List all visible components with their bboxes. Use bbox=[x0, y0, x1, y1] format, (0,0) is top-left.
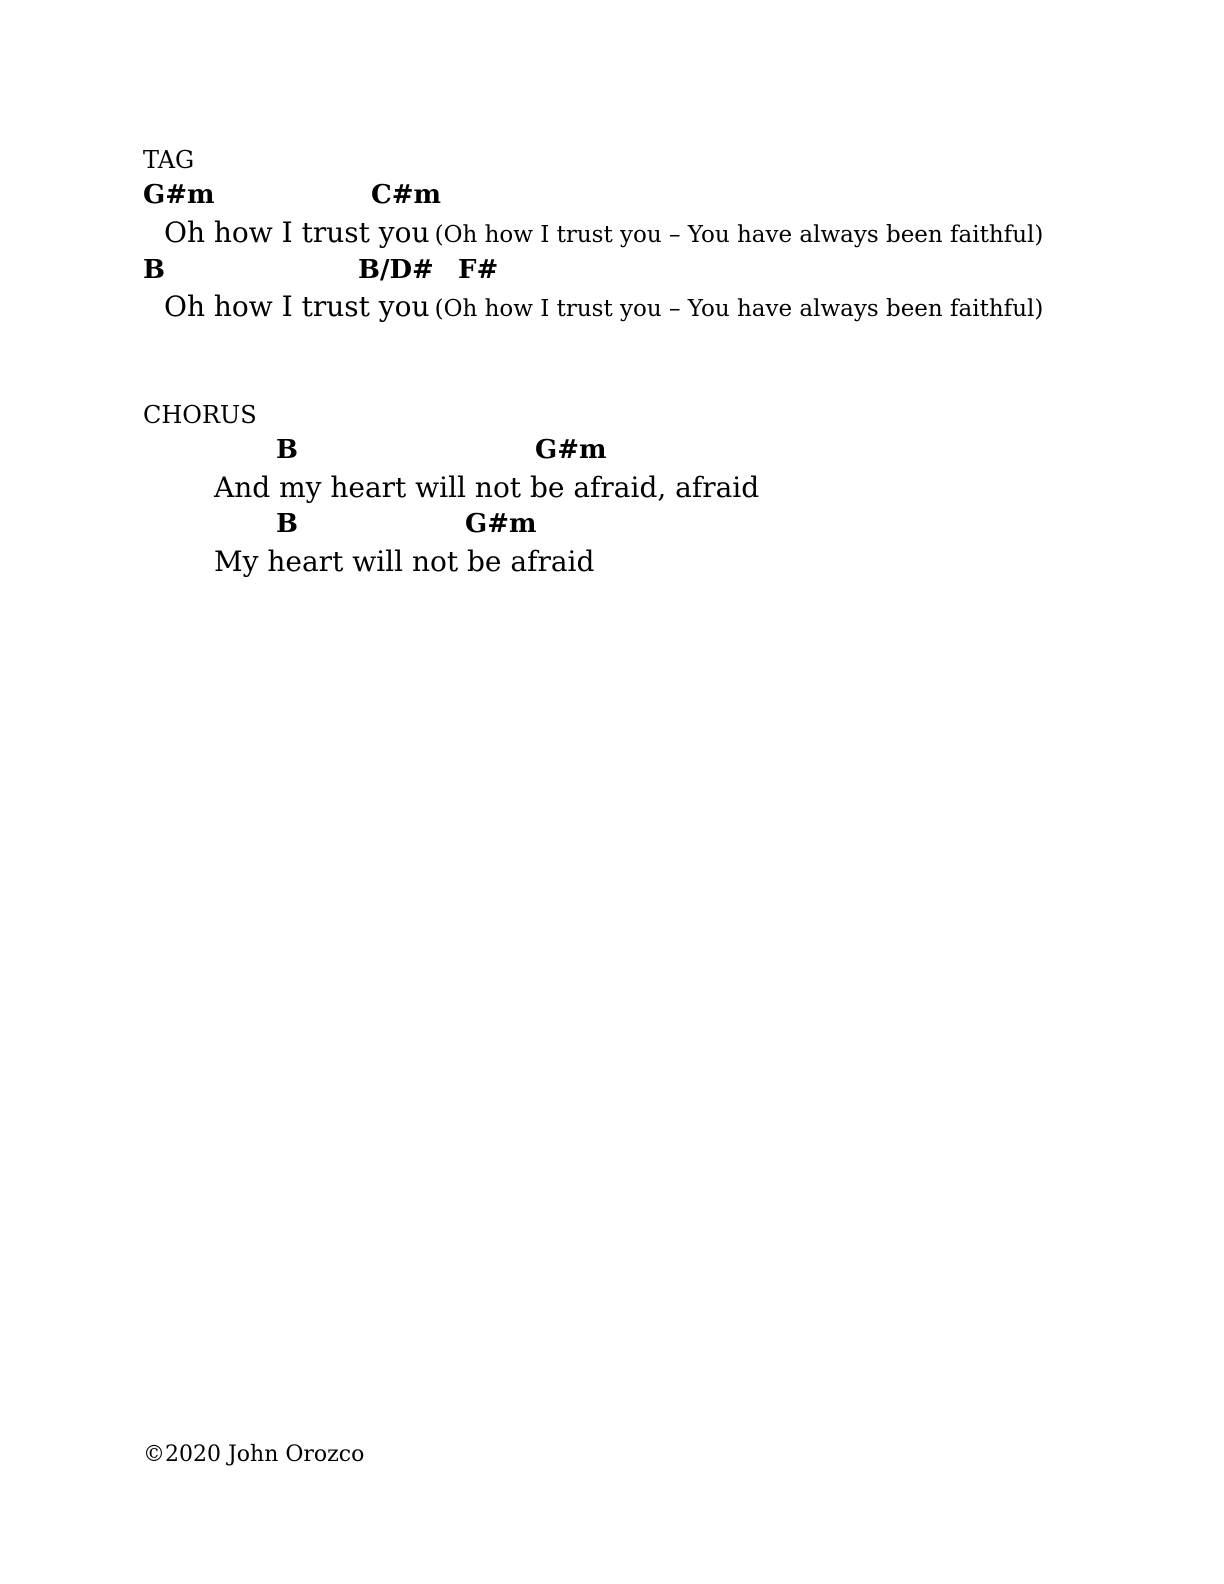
chord: G#m bbox=[143, 180, 215, 210]
lyric-text: Oh how I trust you bbox=[164, 290, 430, 323]
lyric-line bbox=[164, 290, 1044, 323]
lyric-response: (Oh how I trust you – You have always been faithful) bbox=[434, 296, 1044, 322]
copyright-footer: ©2020 John Orozco bbox=[143, 1442, 365, 1467]
chord: G#m bbox=[465, 509, 537, 539]
lyric-response: (Oh how I trust you – You have always been faithful) bbox=[434, 222, 1044, 248]
chord: B bbox=[276, 435, 298, 465]
section-label-tag: TAG bbox=[143, 146, 195, 174]
lyric-text: My heart will not be afraid bbox=[214, 545, 595, 578]
lyric-text: And my heart will not be afraid, afraid bbox=[214, 471, 760, 504]
lyric-line bbox=[164, 216, 1044, 249]
chord: B bbox=[143, 255, 165, 285]
section-label-chorus: CHORUS bbox=[143, 401, 257, 429]
chord: G#m bbox=[535, 435, 607, 465]
chord: B/D# bbox=[358, 255, 434, 285]
chord: C#m bbox=[371, 180, 441, 210]
chord: B bbox=[276, 509, 298, 539]
lyric-text: Oh how I trust you bbox=[164, 216, 430, 249]
chord: F# bbox=[458, 255, 499, 285]
